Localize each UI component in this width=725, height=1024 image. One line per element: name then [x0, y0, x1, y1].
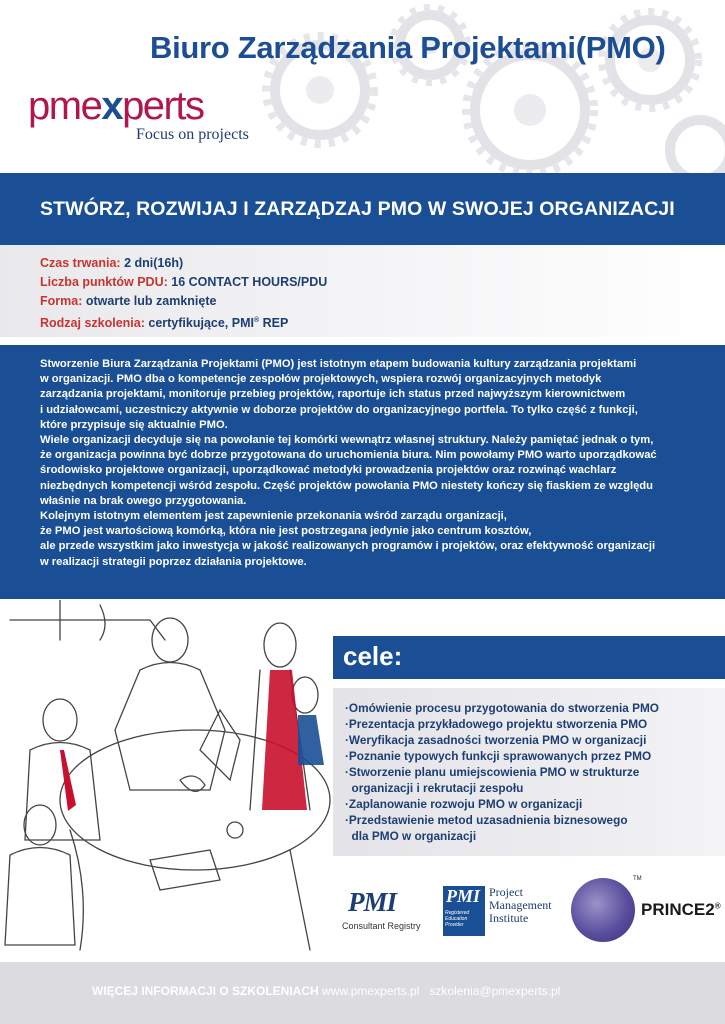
- goal-item: ·Omówienie procesu przygotowania do stworzenia PMO: [345, 701, 659, 715]
- description-line: środowisko projektowe organizacji, uporządkować metodyki prowadzenia projektów oraz rozwinąć wachlarz: [40, 464, 617, 477]
- description-line: zarządzania projektami, monitoruje przebieg projektów, raportuje ich status przed najwyższym kierownictwem: [40, 388, 626, 401]
- description-line: w organizacji. PMO dba o kompetencje zespołów projektowych, wspiera rozwój organizacyjnych metodyk: [40, 373, 602, 386]
- goals-list: [345, 700, 659, 844]
- goals-heading: cele:: [343, 641, 403, 671]
- detail-pdu: Liczba punktów PDU: 16 CONTACT HOURS/PDU: [40, 275, 328, 289]
- meeting-illustration: [0, 600, 335, 955]
- goals-section: [333, 688, 725, 856]
- footer-website-link[interactable]: www.pmexperts.pl: [322, 984, 420, 998]
- headline-banner: [0, 173, 725, 245]
- pmexperts-logo: [28, 84, 249, 143]
- course-details: [0, 245, 725, 337]
- description-line: Kolejnym istotnym elementem jest zapewnienie przekonania wśród zarządu organizacji,: [40, 510, 507, 523]
- footer-label: WIĘCEJ INFORMACJI O SZKOLENIACH: [92, 984, 319, 998]
- detail-form: Forma: otwarte lub zamknięte: [40, 294, 217, 308]
- description-line: które przypisuje się aktualnie PMO.: [40, 418, 228, 431]
- partner-logos: [333, 868, 725, 948]
- goal-item: ·Poznanie typowych funkcji sprawowanych przez PMO: [345, 749, 652, 763]
- description-line: że PMO jest wartościową komórką, która nie jest postrzegana jedynie jako centrum kosztów,: [40, 525, 532, 538]
- description-line: Wiele organizacji decyduje się na powołanie tej komórki wewnątrz własnej struktury. Należy pamiętać jednak o tym,: [40, 434, 654, 447]
- goal-item: ·Weryfikacja zasadności tworzenia PMO w organizacji: [345, 733, 647, 747]
- pmi-consultant-registry-logo: PMI Consultant Registry: [342, 887, 421, 931]
- footer: [0, 962, 725, 1024]
- prince2-emblem-icon: [571, 878, 635, 942]
- goal-item: organizacji i rekrutacji zespołu: [345, 781, 524, 795]
- prince2-logo: TM PRINCE2®: [571, 874, 721, 942]
- goal-item: ·Stworzenie planu umiejscowienia PMO w strukturze: [345, 765, 640, 779]
- description-line: Stworzenie Biura Zarządzania Projektami (PMO) jest istotnym etapem budowania kultury zarządzania projektami: [40, 358, 637, 370]
- goals-heading-bar: [333, 636, 725, 679]
- description-section: [0, 345, 725, 599]
- detail-training-type: Rodzaj szkolenia: certyfikujące, PMI® REP: [40, 316, 289, 331]
- footer-email-link[interactable]: szkolenia@pmexperts.pl: [429, 984, 561, 998]
- description-line: w realizacji strategii poprzez działania projektowe.: [40, 555, 307, 568]
- description-line: właśnie na brak owego przygotowania.: [40, 494, 247, 507]
- page-title: Biuro Zarządzania Projektami(PMO): [150, 30, 666, 65]
- pmi-rep-logo: PMI Registered Education Provider Project Management Institute: [443, 886, 558, 946]
- detail-duration: Czas trwania: 2 dni(16h): [40, 256, 184, 270]
- description-line: ale przede wszystkim jako inwestycja w jakość realizowanych programów i projektów, oraz efektywność organizacji: [40, 540, 656, 553]
- logo-tagline: Focus on projects: [136, 126, 249, 143]
- description-line: niezbędnych kompetencji wśród zespołu. Część projektów powołania PMO niestety kończy się fiaskiem ze względu: [40, 479, 653, 492]
- goal-item: ·Zaplanowanie rozwoju PMO w organizacji: [345, 797, 583, 811]
- gears-background: [230, 0, 725, 175]
- goal-item: dla PMO w organizacji: [345, 829, 477, 843]
- description-line: że organizacja powinna być dobrze przygotowana do uruchomienia biura. Nim powołamy PMO warto uporządkować: [40, 449, 657, 462]
- goal-item: ·Prezentacja przykładowego projektu stworzenia PMO: [345, 717, 648, 731]
- logo-wordmark: pmexperts: [28, 84, 204, 128]
- headline-text: STWÓRZ, ROZWIJAJ I ZARZĄDZAJ PMO W SWOJEJ ORGANIZACJI: [40, 197, 675, 220]
- description-line: i udziałowcami, uczestniczy aktywnie w doborze projektów do organizacyjnego portfela. To tylko część z funkcji,: [40, 403, 638, 416]
- goal-item: ·Przedstawienie metod uzasadnienia biznesowego: [345, 813, 628, 827]
